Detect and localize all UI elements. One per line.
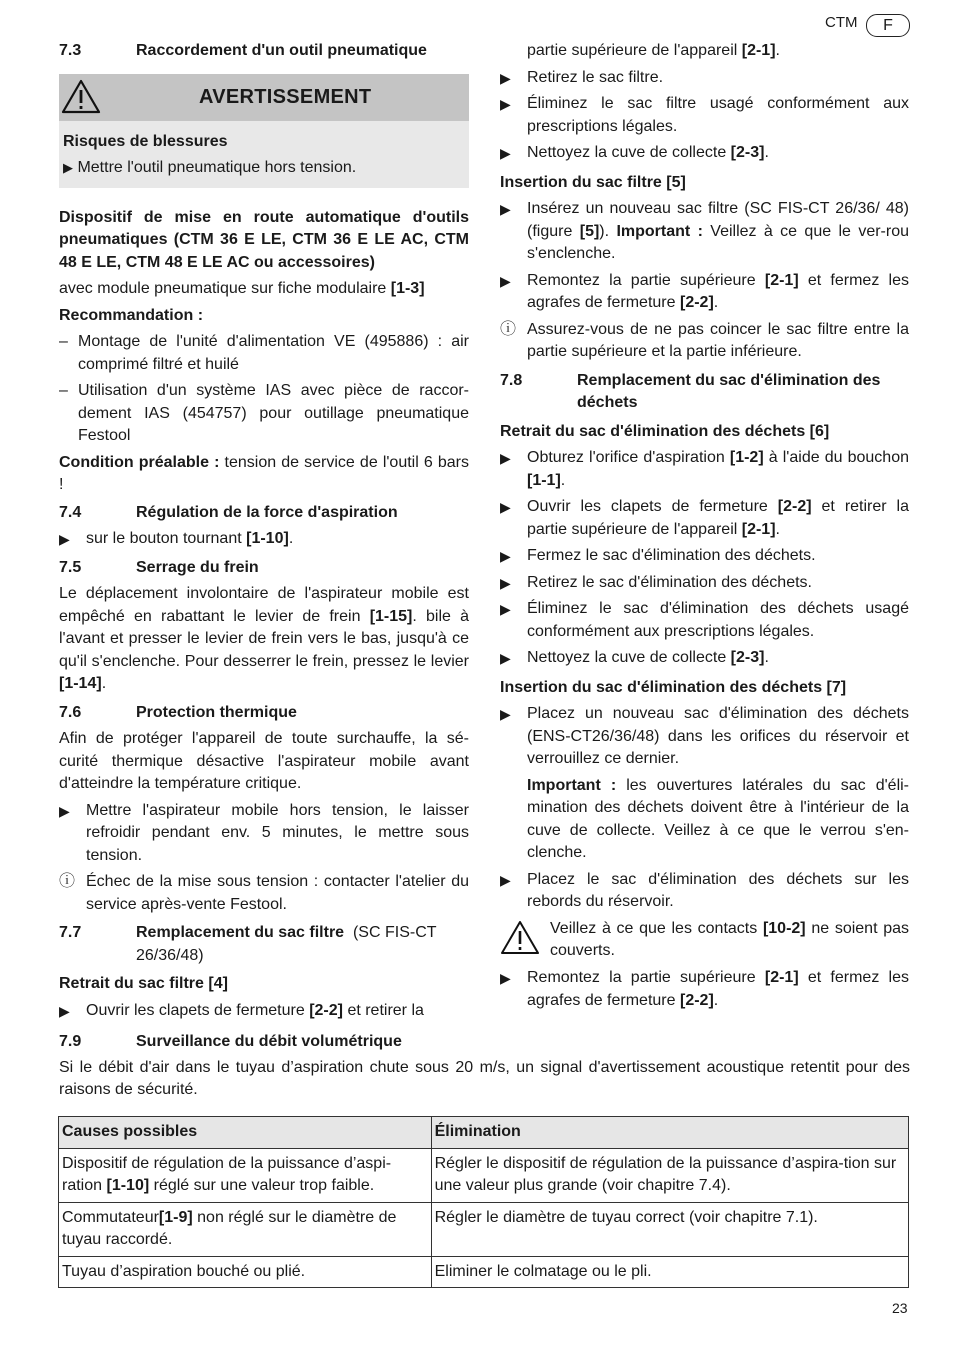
list-item: ▶ Remontez la partie supérieure [2-1] et fermez les agrafes de fermeture [2-2]. (500, 969, 909, 1009)
retrait-title: Retrait du sac filtre [4] (59, 975, 228, 992)
left-column (59, 40, 469, 1022)
table-row (59, 1256, 909, 1288)
section-number: 7.8 (500, 371, 523, 389)
table-header-row (59, 1117, 909, 1149)
table-cell (59, 1148, 432, 1202)
ref-label: [1-10] (246, 530, 289, 547)
ref-label: [2-2] (679, 991, 714, 1009)
cell-text: Commutateur (62, 1208, 159, 1226)
list-item-text-end: et fermez les agrafes de fermeture (527, 271, 909, 311)
recommendation-item-text: Montage de l'unité d'alimentation VE (495886) : air comprimé filtré et huilé (78, 333, 469, 373)
recommendation-label: Recommandation : (59, 306, 204, 324)
list-item-text: Remontez la partie supérieure (527, 969, 756, 986)
list-item-text-end: et retirer la (347, 1001, 424, 1019)
important-note (500, 775, 909, 865)
section-title: Remplacement du sac filtre (136, 924, 345, 941)
ref-label: [1-14] (59, 675, 102, 692)
list-item: ▶ Placez un nouveau sac d'élimination des déchets (ENS-CT26/36/48) dans les orifices du réservoir et verrouillez ce dernier. (500, 703, 909, 771)
section-title: Raccordement d'un outil pneumatique (136, 42, 427, 59)
ref-label: [5] (579, 222, 600, 240)
table-cell (59, 1202, 432, 1256)
auto-start-ref: [1-3] (390, 280, 425, 297)
ref-label: [1-10] (106, 1177, 150, 1194)
ref-label: [2-1] (764, 271, 799, 289)
list-item: ▶ Éliminez le sac filtre usagé conformément aux prescriptions légales. (500, 93, 909, 138)
warning-text: Veillez à ce que les contacts (550, 919, 758, 937)
thermal-text: Afin de protéger l'appareil de toute surchauffe, la sé-curité thermique désactive l'aspirateur mobile avant d'atteindre la température critique. (59, 730, 469, 792)
table-row (59, 1148, 909, 1202)
cell-text-end: non réglé sur le diamètre de tuyau raccordé. (62, 1208, 397, 1248)
list-item: ▶ Nettoyez la cuve de collecte [2-3]. (500, 649, 769, 666)
section-title: Protection thermique (136, 703, 297, 721)
recommendation-item: – Utilisation d'un système IAS avec pièce de raccor-dement IAS (454757) pour outillage pneumatique Festool (59, 380, 469, 448)
list-item: ▶ sur le bouton tournant [1-10]. (59, 530, 294, 547)
brake-text-a: Le déplacement involontaire de l'aspirateur mobile est empêché en rabattant le levier de frein (59, 585, 469, 625)
list-item: ▶ Insérez un nouveau sac filtre (SC FIS-CT 26/36/ 48) (figure [5]). Important : Veillez à ce que le ver-rou s'enclenche. (500, 200, 909, 262)
auto-start-title: Dispositif de mise en route automatique d'outils pneumatiques (CTM 36 E LE, CTM 36 E LE AC, CTM 48 E LE, CTM 48 E LE AC ou accessoires) (59, 208, 469, 271)
important-label: Important : (527, 776, 617, 794)
ref-label: [1-15] (369, 607, 413, 625)
section-number: 7.9 (59, 1033, 82, 1050)
warning-title: AVERTISSEMENT (199, 85, 372, 108)
cell-text-end: réglé sur une valeur trop faible. (153, 1177, 375, 1194)
ref-label: [2-2] (777, 498, 812, 515)
right-column (500, 40, 909, 1012)
section-7-5-heading (59, 557, 469, 580)
section-number: 7.6 (59, 703, 82, 721)
page-number: 23 (892, 1300, 908, 1316)
ref-label: [2-1] (741, 42, 776, 59)
section-number: 7.4 (59, 503, 82, 521)
flow-text: Si le débit d'air dans le tuyau d’aspiration chute sous 20 m/s, un signal d'avertissement acoustique retentit pour des raisons de sécurité. (59, 1058, 910, 1098)
list-item: ▶ Ouvrir les clapets de fermeture [2-2] et retirer la (59, 1001, 424, 1019)
auto-start-text-body: avec module pneumatique sur fiche modulaire (59, 280, 387, 297)
table-row (59, 1202, 909, 1256)
ref-label: [2-2] (309, 1001, 343, 1019)
list-item: ▶ Obturez l'orifice d'aspiration [1-2] à l'aide du bouchon [1-1]. (500, 449, 910, 489)
important-label: Important : (616, 222, 703, 240)
continued-text-body: partie supérieure de l'appareil (527, 42, 738, 59)
list-item: ▶ Nettoyez la cuve de collecte [2-3]. (500, 144, 769, 161)
retrait2-title: Retrait du sac d'élimination des déchets [6] (500, 422, 830, 440)
info-icon: ⓘ (59, 873, 76, 890)
warning-item (500, 918, 909, 964)
list-item-text-end: et retirer la partie supérieure de l'appareil (527, 498, 910, 538)
list-item-text: Obturez l'orifice d'aspiration (527, 449, 725, 466)
list-item: ▶ Retirez le sac d'élimination des déchets. (500, 572, 909, 595)
ref-label: [2-2] (679, 294, 714, 311)
continued-text: partie supérieure de l'appareil [2-1]. (527, 42, 780, 59)
ref-label: [10-2] (762, 919, 806, 937)
header-model: CTM (825, 14, 858, 31)
list-item-text-end: Veillez à ce que le ver-rou s'enclenche. (527, 222, 909, 262)
info-item (59, 871, 469, 916)
section-7-9-heading (59, 1031, 910, 1054)
section-7-8-heading (500, 370, 909, 415)
list-item-text: Ouvrir les clapets de fermeture (527, 498, 768, 515)
recommendation-item: – Montage de l'unité d'alimentation VE (495886) : air comprimé filtré et huilé (59, 331, 469, 376)
list-item: ▶ Retirez le sac filtre. (500, 67, 909, 90)
section-number: 7.7 (59, 924, 82, 941)
info-text: Échec de la mise sous tension : contacter l'atelier du service après-vente Festool. (86, 873, 469, 913)
list-item-text: Placez le sac d'élimination des déchets sur les rebords du réservoir. (527, 870, 909, 910)
list-item-text: Fermez le sac d'élimination des déchets. (527, 547, 816, 564)
section-title: Surveillance du débit volumétrique (136, 1033, 402, 1050)
table-cell: Eliminer le colmatage ou le pli. (431, 1256, 908, 1288)
table-cell: Tuyau d’aspiration bouché ou plié. (59, 1256, 432, 1288)
ref-label: [1-2] (729, 449, 764, 466)
troubleshooting-table (58, 1116, 909, 1288)
warning-header (59, 74, 469, 121)
list-item-text-end: et fermez les agrafes de fermeture (527, 969, 909, 1009)
ref-label: [2-1] (741, 520, 776, 538)
list-item-text: Mettre l'aspirateur mobile hors tension, le laisser refroidir pendant env. 5 minutes, le mettre sous tension. (86, 801, 469, 864)
list-item-text: sur le bouton tournant (86, 530, 242, 547)
list-item-text: Retirez le sac filtre. (527, 68, 664, 86)
section-7-6-heading (59, 702, 469, 725)
ref-label: [1-1] (527, 471, 561, 489)
section-title: Remplacement du sac d'élimination des déchets (577, 371, 881, 411)
list-item-text: Ouvrir les clapets de fermeture (86, 1001, 305, 1019)
table-cell: Régler le dispositif de régulation de la puissance d’aspira-tion sur une valeur plus grande (voir chapitre 7.4). (431, 1148, 908, 1202)
info-icon: ⓘ (500, 320, 517, 338)
language-badge (866, 14, 910, 37)
list-item-text: Éliminez le sac d'élimination des déchets usagé conformément aux prescriptions légales. (527, 600, 909, 640)
warning-triangle-icon (500, 920, 540, 956)
section-7-9 (59, 1031, 910, 1102)
precondition (59, 452, 469, 497)
important-text: les ouvertures latérales du sac d'éli-mination des déchets doivent être à l'intérieur de la cuve de collecte. Veillez à ce que le verrou s'en-clenche. (527, 776, 909, 861)
list-item: ▶ Ouvrir les clapets de fermeture [2-2] et retirer la partie supérieure de l'appareil [2-1]. (500, 498, 910, 538)
brake-text: Le déplacement involontaire de l'aspirateur mobile est empêché en rabattant le levier de frein [1-15]. bile à l'avant et presser le levier de frein vers le bas, jusqu'à ce qu'il s'enclenche. Pour desserrer le frein, pressez le levier [1-14]. (59, 585, 470, 692)
section-7-3-heading (59, 40, 469, 63)
list-item: ▶ Fermez le sac d'élimination des déchets. (500, 545, 909, 568)
table-header-cell: Causes possibles (59, 1117, 432, 1149)
list-item-text: Éliminez le sac filtre usagé conformément aux prescriptions légales. (527, 95, 909, 135)
warning-box (59, 74, 469, 188)
info-item (500, 319, 909, 364)
warning-risk: Risques de blessures (63, 132, 228, 150)
warning-action-text: Mettre l'outil pneumatique hors tension. (77, 159, 357, 176)
section-number: 7.3 (59, 42, 82, 59)
language-label: F (883, 17, 893, 34)
section-suffix: (SC FIS-CT 26/36/48) (136, 924, 437, 964)
list-item: ▶ Placez le sac d'élimination des déchets sur les rebords du réservoir. (500, 869, 909, 914)
recommendation-item-text: Utilisation d'un système IAS avec pièce de raccor-dement IAS (454757) pour outillage pneumatique Festool (78, 382, 469, 444)
list-item-text: Retirez le sac d'élimination des déchets. (527, 573, 812, 591)
warning-action: ▶ Mettre l'outil pneumatique hors tension. (63, 159, 357, 176)
list-item-text: Nettoyez la cuve de collecte (527, 144, 727, 161)
precondition-text: tension de service de l'outil 6 bars ! (59, 453, 469, 493)
table-header-cell: Élimination (431, 1117, 908, 1149)
cell-text: Dispositif de régulation de la puissance d’aspi-ration (62, 1154, 392, 1194)
list-item-text: Placez un nouveau sac d'élimination des déchets (ENS-CT26/36/48) dans les orifices du réservoir et verrouillez ce dernier. (527, 705, 909, 767)
section-7-4-heading (59, 502, 469, 525)
section-7-7-heading (59, 922, 469, 967)
ref-label: [1-9] (158, 1208, 193, 1226)
list-item: ▶ Mettre l'aspirateur mobile hors tension, le laisser refroidir pendant env. 5 minutes, le mettre sous tension. (59, 800, 469, 868)
list-item-text: Insérez un nouveau sac filtre (SC FIS-CT 26/36/ 48) (figure (527, 200, 909, 240)
table-cell: Régler le diamètre de tuyau correct (voir chapitre 7.1). (431, 1202, 908, 1256)
ref-label: [2-3] (730, 144, 765, 161)
precondition-label: Condition préalable : (59, 453, 220, 471)
list-item: ▶ Remontez la partie supérieure [2-1] et fermez les agrafes de fermeture [2-2]. (500, 271, 909, 311)
list-item-text: Nettoyez la cuve de collecte (527, 649, 727, 666)
warning-triangle-icon (61, 79, 101, 115)
insertion-title: Insertion du sac filtre [5] (500, 173, 686, 191)
insertion2-title: Insertion du sac d'élimination des déchets [7] (500, 678, 847, 696)
list-item: ▶ Éliminez le sac d'élimination des déchets usagé conformément aux prescriptions légales. (500, 598, 909, 643)
auto-start-text (59, 278, 469, 301)
brake-text-b: bile à l'avant et presser le levier de frein vers le bas, jusqu'à ce qu'il s'enclenche. Pour desserrer le frein, pressez le levier (59, 607, 470, 670)
ref-label: [2-1] (764, 969, 799, 986)
warning-text-end: ne soient pas couverts. (550, 919, 909, 959)
list-item-text-end: à l'aide du bouchon (768, 449, 910, 466)
section-title: Serrage du frein (136, 558, 259, 576)
section-number: 7.5 (59, 558, 82, 576)
info-text: Assurez-vous de ne pas coincer le sac filtre entre la partie supérieure et la partie inférieure. (527, 320, 909, 360)
list-item-text: Remontez la partie supérieure (527, 271, 756, 289)
section-title: Régulation de la force d'aspiration (136, 503, 398, 521)
ref-label: [2-3] (730, 649, 765, 666)
